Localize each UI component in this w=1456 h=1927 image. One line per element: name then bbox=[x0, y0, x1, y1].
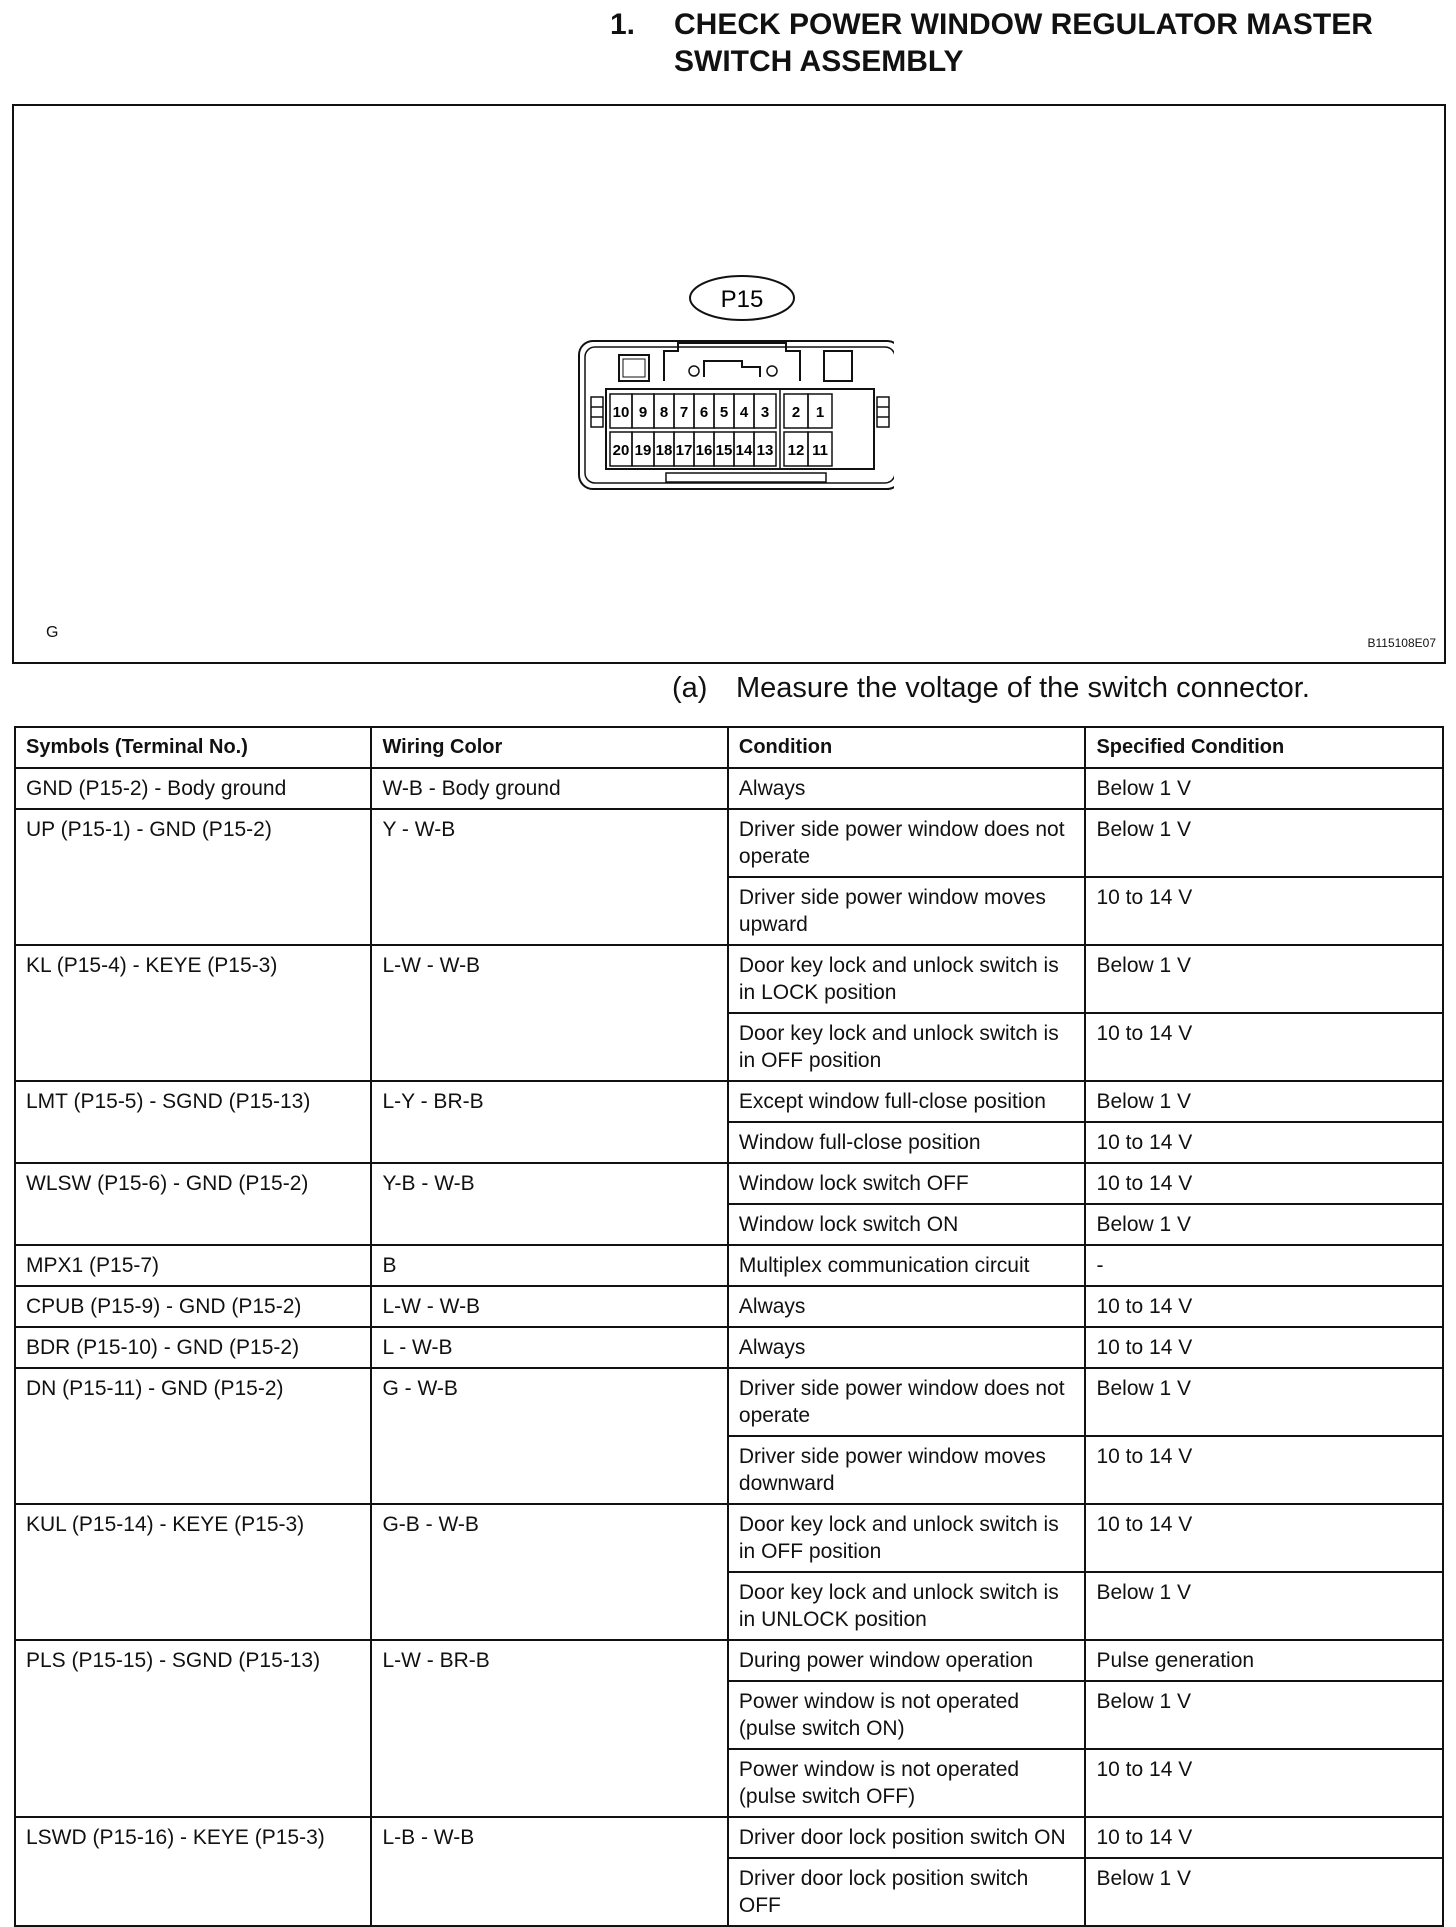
cell-condition: During power window operation bbox=[728, 1640, 1086, 1681]
cell-condition: Driver door lock position switch OFF bbox=[728, 1858, 1086, 1926]
cell-specified-condition: Below 1 V bbox=[1085, 945, 1443, 1013]
header-symbols: Symbols (Terminal No.) bbox=[15, 727, 371, 768]
connector-key-square-inner bbox=[623, 359, 645, 377]
cell-symbol: LSWD (P15-16) - KEYE (P15-3) bbox=[15, 1817, 371, 1926]
connector-figure bbox=[12, 104, 1446, 664]
cell-condition: Window full-close position bbox=[728, 1122, 1086, 1163]
step-label: (a) bbox=[672, 672, 708, 704]
cell-specified-condition: Below 1 V bbox=[1085, 1858, 1443, 1926]
left-ribs bbox=[591, 397, 603, 427]
table-row bbox=[15, 809, 1443, 877]
cell-condition: Window lock switch OFF bbox=[728, 1163, 1086, 1204]
cell-specified-condition: Below 1 V bbox=[1085, 768, 1443, 809]
connector-bottom-slot bbox=[666, 473, 826, 482]
section-number: 1. bbox=[610, 8, 636, 41]
table-row bbox=[15, 1504, 1443, 1572]
pin-number: 2 bbox=[791, 404, 801, 421]
cell-wiring-color: B bbox=[371, 1245, 727, 1286]
voltage-spec-table bbox=[14, 726, 1444, 1927]
cell-condition: Driver side power window does not operate bbox=[728, 1368, 1086, 1436]
header-condition: Condition bbox=[728, 727, 1086, 768]
cell-specified-condition: Below 1 V bbox=[1085, 1368, 1443, 1436]
table-row bbox=[15, 1286, 1443, 1327]
table-row bbox=[15, 1368, 1443, 1436]
right-ribs bbox=[877, 397, 889, 427]
table-row bbox=[15, 1640, 1443, 1681]
cell-condition: Driver side power window does not operate bbox=[728, 809, 1086, 877]
connector-diagram bbox=[554, 211, 894, 591]
pin-number: 17 bbox=[675, 442, 693, 459]
section-heading: CHECK POWER WINDOW REGULATOR MASTER SWITCH ASSEMBLY bbox=[674, 8, 1373, 78]
table-row bbox=[15, 1081, 1443, 1122]
pin-number: 19 bbox=[634, 442, 652, 459]
pin-number: 1 bbox=[815, 404, 825, 421]
table-header-row bbox=[15, 727, 1443, 768]
cell-specified-condition: Below 1 V bbox=[1085, 1572, 1443, 1640]
cell-condition: Multiplex communication circuit bbox=[728, 1245, 1086, 1286]
cell-condition: Always bbox=[728, 768, 1086, 809]
cell-symbol: PLS (P15-15) - SGND (P15-13) bbox=[15, 1640, 371, 1817]
cell-specified-condition: Below 1 V bbox=[1085, 1204, 1443, 1245]
cell-specified-condition: 10 to 14 V bbox=[1085, 1504, 1443, 1572]
cell-wiring-color: G - W-B bbox=[371, 1368, 727, 1504]
cell-symbol: KL (P15-4) - KEYE (P15-3) bbox=[15, 945, 371, 1081]
pin-number: 8 bbox=[659, 404, 669, 421]
table-row bbox=[15, 945, 1443, 1013]
header-specified-condition: Specified Condition bbox=[1085, 727, 1443, 768]
cell-specified-condition: 10 to 14 V bbox=[1085, 1286, 1443, 1327]
cell-specified-condition: 10 to 14 V bbox=[1085, 1013, 1443, 1081]
cell-specified-condition: 10 to 14 V bbox=[1085, 1163, 1443, 1204]
table-row bbox=[15, 1163, 1443, 1204]
cell-condition: Door key lock and unlock switch is in LOCK position bbox=[728, 945, 1086, 1013]
cell-symbol: CPUB (P15-9) - GND (P15-2) bbox=[15, 1286, 371, 1327]
cell-specified-condition: Below 1 V bbox=[1085, 1081, 1443, 1122]
cell-wiring-color: L-W - BR-B bbox=[371, 1640, 727, 1817]
cell-specified-condition: Pulse generation bbox=[1085, 1640, 1443, 1681]
cell-wiring-color: G-B - W-B bbox=[371, 1504, 727, 1640]
pin-number: 15 bbox=[715, 442, 733, 459]
step-text: Measure the voltage of the switch connector. bbox=[736, 672, 1310, 704]
pin-number: 9 bbox=[638, 404, 648, 421]
connector-right-post bbox=[824, 351, 852, 381]
cell-wiring-color: Y - W-B bbox=[371, 809, 727, 945]
cell-condition: Power window is not operated (pulse switch ON) bbox=[728, 1681, 1086, 1749]
cell-wiring-color: L-W - W-B bbox=[371, 945, 727, 1081]
pin-number: 7 bbox=[679, 404, 689, 421]
cell-condition: Driver side power window moves upward bbox=[728, 877, 1086, 945]
pin-number: 12 bbox=[787, 442, 805, 459]
cell-condition: Window lock switch ON bbox=[728, 1204, 1086, 1245]
table-row bbox=[15, 768, 1443, 809]
cell-specified-condition: 10 to 14 V bbox=[1085, 1749, 1443, 1817]
cell-symbol: UP (P15-1) - GND (P15-2) bbox=[15, 809, 371, 945]
cell-condition: Power window is not operated (pulse switch OFF) bbox=[728, 1749, 1086, 1817]
latch-hole-left bbox=[689, 366, 699, 376]
pin-number: 3 bbox=[760, 404, 770, 421]
pin-number: 13 bbox=[756, 442, 774, 459]
cell-symbol: MPX1 (P15-7) bbox=[15, 1245, 371, 1286]
pin-number: 20 bbox=[612, 442, 630, 459]
figure-corner-letter: G bbox=[46, 624, 59, 641]
connector-label: P15 bbox=[720, 286, 764, 313]
cell-specified-condition: 10 to 14 V bbox=[1085, 1327, 1443, 1368]
table-row bbox=[15, 1817, 1443, 1858]
cell-symbol: BDR (P15-10) - GND (P15-2) bbox=[15, 1327, 371, 1368]
cell-condition: Driver side power window moves downward bbox=[728, 1436, 1086, 1504]
cell-symbol: KUL (P15-14) - KEYE (P15-3) bbox=[15, 1504, 371, 1640]
cell-specified-condition: 10 to 14 V bbox=[1085, 1436, 1443, 1504]
cell-wiring-color: L - W-B bbox=[371, 1327, 727, 1368]
pin-number: 5 bbox=[719, 404, 729, 421]
pin-number: 18 bbox=[655, 442, 673, 459]
cell-specified-condition: Below 1 V bbox=[1085, 1681, 1443, 1749]
pin-number: 10 bbox=[612, 404, 630, 421]
cell-condition: Except window full-close position bbox=[728, 1081, 1086, 1122]
cell-wiring-color: L-B - W-B bbox=[371, 1817, 727, 1926]
pin-number: 11 bbox=[812, 442, 828, 459]
cell-symbol: WLSW (P15-6) - GND (P15-2) bbox=[15, 1163, 371, 1245]
table-row bbox=[15, 1245, 1443, 1286]
pin-number: 6 bbox=[699, 404, 709, 421]
cell-wiring-color: L-Y - BR-B bbox=[371, 1081, 727, 1163]
table-body bbox=[15, 768, 1443, 1926]
cell-specified-condition: 10 to 14 V bbox=[1085, 1817, 1443, 1858]
cell-condition: Door key lock and unlock switch is in OFF position bbox=[728, 1013, 1086, 1081]
pin-number: 14 bbox=[735, 442, 753, 459]
cell-symbol: LMT (P15-5) - SGND (P15-13) bbox=[15, 1081, 371, 1163]
cell-condition: Always bbox=[728, 1327, 1086, 1368]
cell-symbol: DN (P15-11) - GND (P15-2) bbox=[15, 1368, 371, 1504]
latch-tab bbox=[704, 361, 760, 377]
pin-number: 16 bbox=[695, 442, 713, 459]
cell-condition: Door key lock and unlock switch is in UNLOCK position bbox=[728, 1572, 1086, 1640]
cell-wiring-color: Y-B - W-B bbox=[371, 1163, 727, 1245]
cell-symbol: GND (P15-2) - Body ground bbox=[15, 768, 371, 809]
cell-specified-condition: 10 to 14 V bbox=[1085, 877, 1443, 945]
header-wiring-color: Wiring Color bbox=[371, 727, 727, 768]
pin-number: 4 bbox=[739, 404, 749, 421]
cell-specified-condition: Below 1 V bbox=[1085, 809, 1443, 877]
cell-specified-condition: 10 to 14 V bbox=[1085, 1122, 1443, 1163]
cell-wiring-color: W-B - Body ground bbox=[371, 768, 727, 809]
cell-condition: Driver door lock position switch ON bbox=[728, 1817, 1086, 1858]
cell-condition: Door key lock and unlock switch is in OFF position bbox=[728, 1504, 1086, 1572]
latch-hole-right bbox=[767, 366, 777, 376]
table-row bbox=[15, 1327, 1443, 1368]
pin-grid bbox=[610, 389, 832, 469]
cell-condition: Always bbox=[728, 1286, 1086, 1327]
cell-specified-condition: - bbox=[1085, 1245, 1443, 1286]
figure-code: B115108E07 bbox=[1367, 636, 1436, 650]
cell-wiring-color: L-W - W-B bbox=[371, 1286, 727, 1327]
